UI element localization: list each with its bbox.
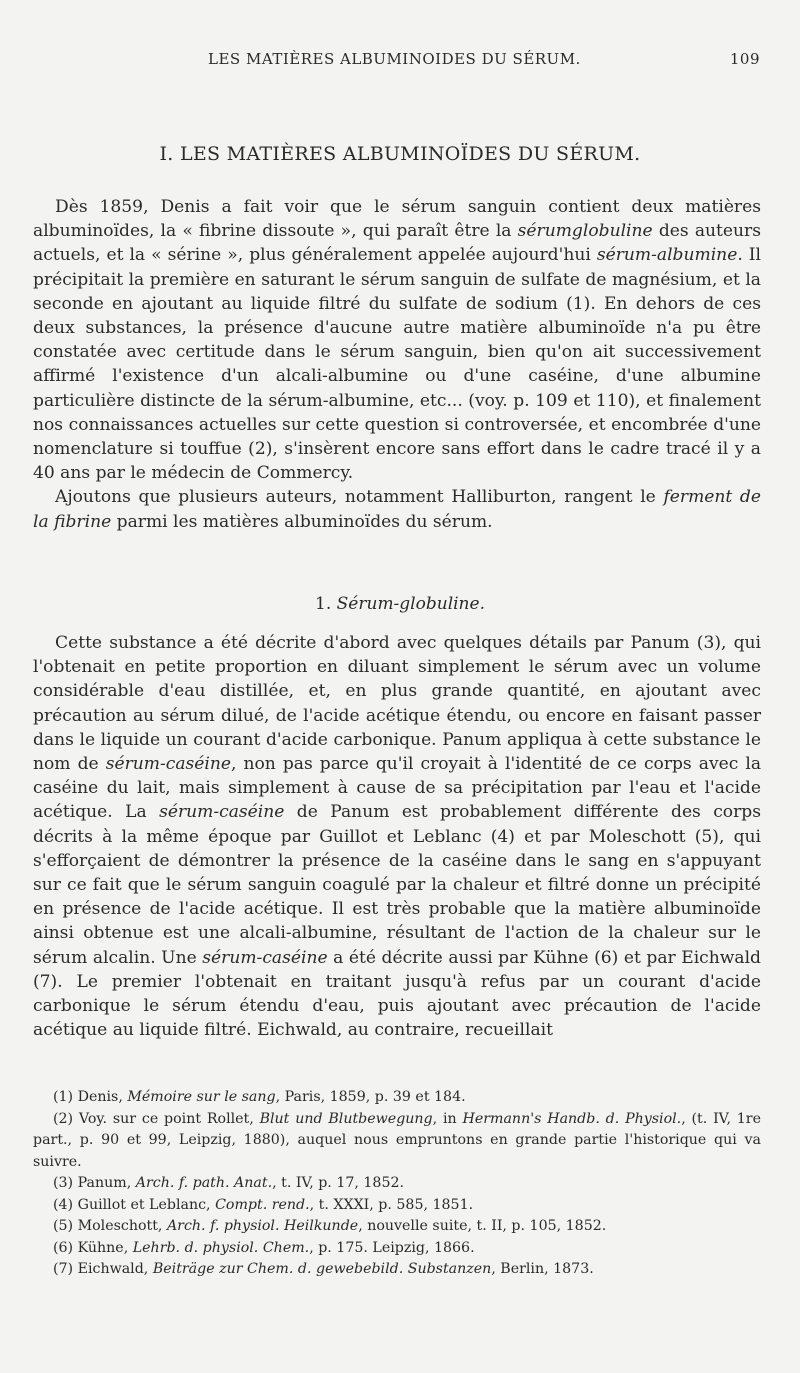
footnote-2: (2) Voy. sur ce point Rollet, Blut und Blutbewegung, in Hermann's Handb. d. Physiol., (t. IV, 1re part., p. 90 et 99, Leipzig, 1880), auquel nous empruntons en grande partie l'historique qui va suivre.: [33, 1110, 761, 1170]
intro-text: [33, 195, 761, 534]
running-title: LES MATIÈRES ALBUMINOIDES DU SÉRUM.: [208, 50, 581, 68]
footnote-1: (1) Denis, Mémoire sur le sang, Paris, 1859, p. 39 et 184.: [53, 1089, 466, 1105]
footnote-5: (5) Moleschott, Arch. f. physiol. Heilkunde, nouvelle suite, t. II, p. 105, 1852.: [53, 1218, 607, 1234]
serum-globuline-text: [33, 631, 761, 1042]
footnote-4: (4) Guillot et Leblanc, Compt. rend., t. XXXI, p. 585, 1851.: [53, 1196, 474, 1213]
footnote-7: (7) Eichwald, Beiträge zur Chem. d. gewebebild. Substanzen, Berlin, 1873.: [53, 1261, 594, 1277]
subsection-title: 1. Sérum-globuline.: [315, 594, 485, 614]
footnotes: [33, 1087, 761, 1281]
intro-paragraph-2: Ajoutons que plusieurs auteurs, notamment Halliburton, rangent le ferment de la fibrine parmi les matières albuminoïdes du sérum.: [33, 487, 761, 532]
page-number: 109: [729, 50, 760, 68]
running-header: [0, 50, 800, 72]
section-title: I. LES MATIÈRES ALBUMINOÏDES DU SÉRUM.: [159, 143, 641, 165]
serum-paragraph-1: Cette substance a été décrite d'abord avec quelques détails par Panum (3), qui l'obtenait en petite proportion en diluant simplement le sérum avec un volume considérable d'eau distillée, et, en plus grande quantité, en ajoutant avec précaution au sérum dilué, de l'acide acétique étendu, ou encore en faisant passer dans le liquide un courant d'acide carbonique. Panum appliqua à cette substance le nom de sérum-caséine, non pas parce qu'il croyait à l'identité de ce corps avec la caséine du lait, mais simplement à cause de sa précipitation par l'eau et l'acide acétique. La sérum-caséine de Panum est probablement différente des corps décrits à la même époque par Guillot et Leblanc (4) et par Moleschott (5), qui s'efforçaient de démontrer la présence de la caséine dans le sang en s'appuyant sur ce fait que le sérum sanguin coagulé par la chaleur et filtré donne un précipité en présence de l'acide acétique. Il est très probable que la matière albuminoïde ainsi obtenue est une alcali-albumine, résultant de l'action de la chaleur sur le sérum alcalin. Une sérum-caséine a été décrite aussi par Kühne (6) et par Eichwald (7). Le premier l'obtenait en traitant jusqu'à refus par un courant d'acide carbonique le sérum étendu d'eau, puis ajoutant avec précaution de l'acide acétique au liquide filtré. Eichwald, au contraire, recueillait: [33, 633, 762, 1041]
footnote-6: (6) Kühne, Lehrb. d. physiol. Chem., p. 175. Leipzig, 1866.: [53, 1239, 475, 1256]
footnote-3: (3) Panum, Arch. f. path. Anat., t. IV, p. 17, 1852.: [53, 1175, 405, 1191]
intro-paragraph-1: Dès 1859, Denis a fait voir que le sérum sanguin contient deux matières albuminoïdes, la « fibrine dissoute », qui paraît être la sérumglobuline des auteurs actuels, et la « sérine », plus généralement appelée aujourd'hui sérum-albumine. Il précipitait la première en saturant le sérum sanguin de sulfate de magnésium, et la seconde en ajoutant au liquide filtré du sulfate de sodium (1). En dehors de ces deux substances, la présence d'aucune autre matière albuminoïde n'a pu être constatée avec certitude dans le sérum sanguin, bien qu'on ait successivement affirmé l'existence d'un alcali-albumine ou d'une caséine, d'une albumine particulière distincte de la sérum-albumine, etc... (voy. p. 109 et 110), et finalement nos connaissances actuelles sur cette question si controversée, et encombrée d'une nomenclature si touffue (2), s'insèrent encore sans effort dans le cadre tracé il y a 40 ans par le médecin de Commercy.: [33, 197, 761, 484]
